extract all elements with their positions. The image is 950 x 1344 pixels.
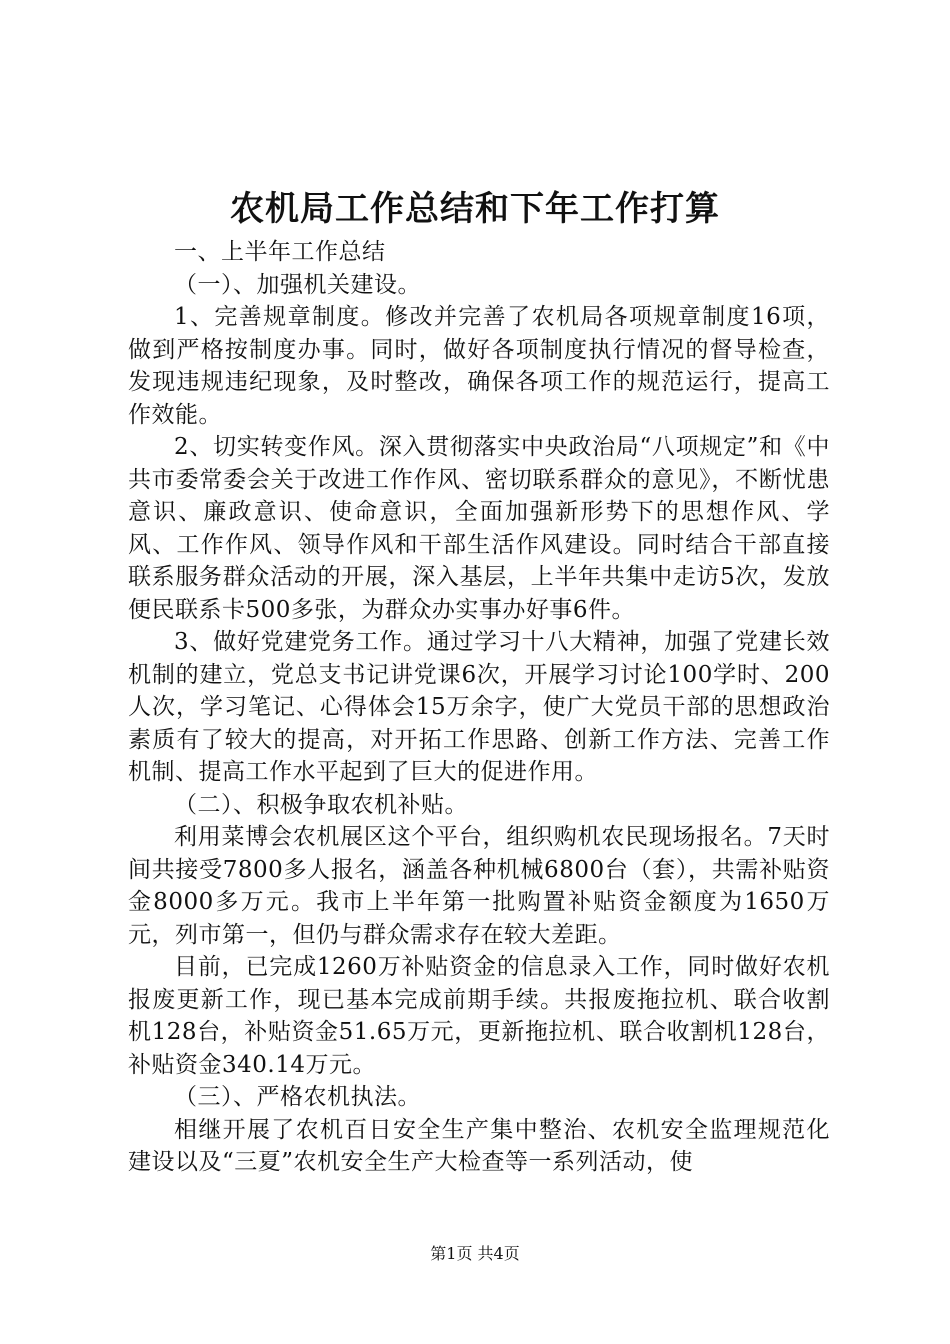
paragraph-2: 2、切实转变作风。深入贯彻落实中央政治局“八项规定”和《中共市委常委会关于改进工作作风、密切联系群众的意见》，不断忧患意识、廉政意识、使命意识，全面加强新形势下的思想作风、学风、工作作风、领导作风和干部生活作风建设。同时结合干部直接联系服务群众活动的开展，深入基层，上半年共集中走访5次，发放便民联系卡500多张，为群众办实事办好事6件。 bbox=[128, 434, 830, 623]
paragraph-1: 1、完善规章制度。修改并完善了农机局各项规章制度16项，做到严格按制度办事。同时，做好各项制度执行情况的督导检查，发现违规违纪现象，及时整改，确保各项工作的规范运行，提高工作效能。 bbox=[128, 304, 830, 428]
paragraph-4: 利用菜博会农机展区这个平台，组织购机农民现场报名。7天时间共接受7800多人报名，涵盖各种机械6800台（套），共需补贴资金8000多万元。我市上半年第一批购置补贴资金额度为1650万元，列市第一，但仍与群众需求存在较大差距。 bbox=[128, 824, 830, 948]
paragraph-3: 3、做好党建党务工作。通过学习十八大精神，加强了党建长效机制的建立，党总支书记讲党课6次，开展学习讨论100学时、200人次，学习笔记、心得体会15万余字，使广大党员干部的思想政治素质有了较大的提高，对开拓工作思路、创新工作方法、完善工作机制、提高工作水平起到了巨大的促进作用。 bbox=[128, 629, 830, 785]
page-footer: 第1页 共4页 bbox=[430, 1244, 520, 1263]
subsection-heading-1: （一）、加强机关建设。 bbox=[174, 271, 421, 298]
paragraph-5: 目前，已完成1260万补贴资金的信息录入工作，同时做好农机报废更新工作，现已基本完成前期手续。共报废拖拉机、联合收割机128台，补贴资金51.65万元，更新拖拉机、联合收割机128台，补贴资金340.14万元。 bbox=[128, 954, 830, 1078]
document-body bbox=[128, 236, 830, 1179]
paragraph-6: 相继开展了农机百日安全生产集中整治、农机安全监理规范化建设以及“三夏”农机安全生产大检查等一系列活动，使 bbox=[128, 1116, 830, 1175]
subsection-heading-3: （三）、严格农机执法。 bbox=[174, 1084, 421, 1110]
subsection-heading-2: （二）、积极争取农机补贴。 bbox=[174, 791, 468, 818]
section-heading-1: 一、上半年工作总结 bbox=[174, 239, 386, 265]
document-title: 农机局工作总结和下年工作打算 bbox=[230, 189, 720, 229]
